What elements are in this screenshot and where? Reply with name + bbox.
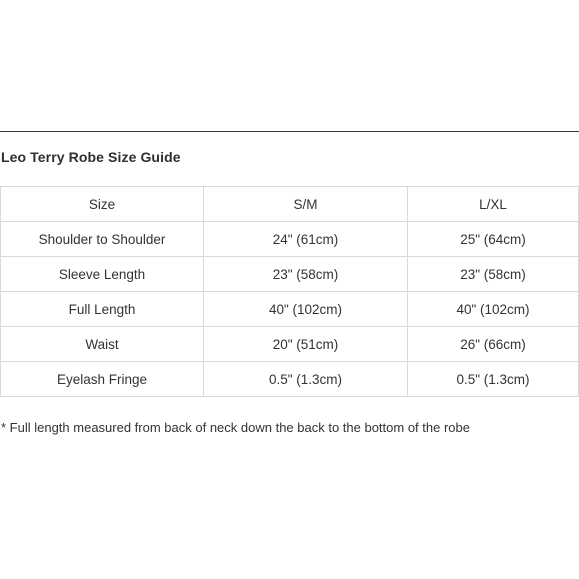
row-label: Waist bbox=[1, 327, 204, 362]
header-l-xl: L/XL bbox=[408, 187, 579, 222]
table-row bbox=[1, 222, 579, 257]
cell-l-xl: 23" (58cm) bbox=[408, 257, 579, 292]
cell-s-m: 40" (102cm) bbox=[204, 292, 408, 327]
size-guide-table bbox=[0, 186, 579, 397]
cell-s-m: 24" (61cm) bbox=[204, 222, 408, 257]
row-label: Full Length bbox=[1, 292, 204, 327]
top-divider bbox=[0, 131, 579, 132]
table-row bbox=[1, 292, 579, 327]
cell-s-m: 20" (51cm) bbox=[204, 327, 408, 362]
row-label: Sleeve Length bbox=[1, 257, 204, 292]
table-row bbox=[1, 257, 579, 292]
cell-s-m: 0.5" (1.3cm) bbox=[204, 362, 408, 397]
page-title: Leo Terry Robe Size Guide bbox=[1, 149, 181, 165]
table-header-row bbox=[1, 187, 579, 222]
header-size: Size bbox=[1, 187, 204, 222]
header-s-m: S/M bbox=[204, 187, 408, 222]
row-label: Eyelash Fringe bbox=[1, 362, 204, 397]
cell-l-xl: 0.5" (1.3cm) bbox=[408, 362, 579, 397]
cell-s-m: 23" (58cm) bbox=[204, 257, 408, 292]
table-row bbox=[1, 362, 579, 397]
footnote: * Full length measured from back of neck down the back to the bottom of the robe bbox=[1, 420, 470, 435]
row-label: Shoulder to Shoulder bbox=[1, 222, 204, 257]
cell-l-xl: 25" (64cm) bbox=[408, 222, 579, 257]
table-row bbox=[1, 327, 579, 362]
cell-l-xl: 40" (102cm) bbox=[408, 292, 579, 327]
cell-l-xl: 26" (66cm) bbox=[408, 327, 579, 362]
